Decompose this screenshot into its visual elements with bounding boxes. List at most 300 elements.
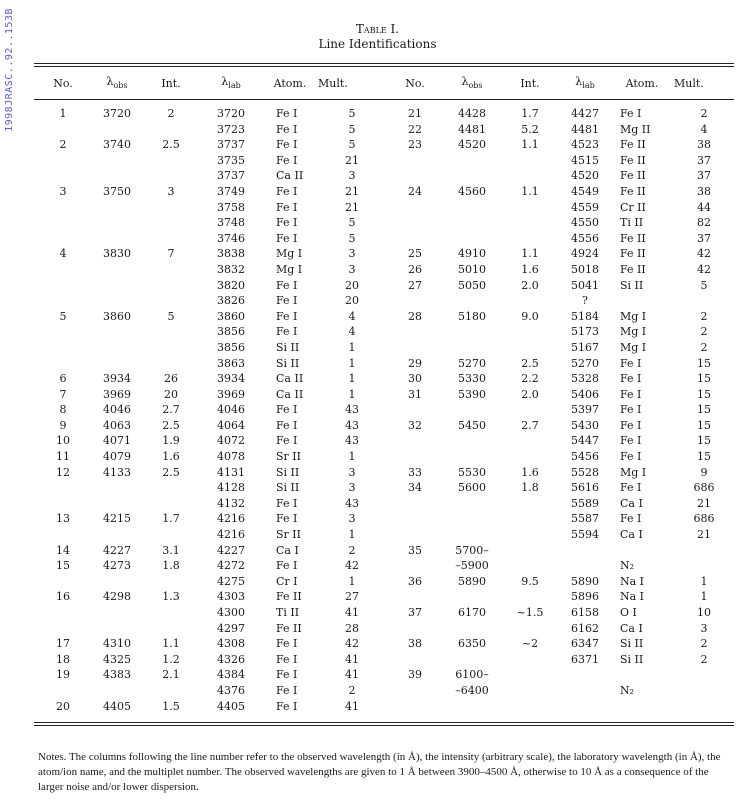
table-cell: 32 xyxy=(408,418,422,432)
table-cell xyxy=(34,527,92,543)
table-cell: 5456 xyxy=(571,450,599,464)
table-row xyxy=(34,278,734,294)
table-cell: 29 xyxy=(408,356,422,370)
table-cell: 1.6 xyxy=(521,465,539,479)
table-cell: 5890 xyxy=(458,574,486,588)
table-cell xyxy=(142,574,200,590)
table-cell: 4 xyxy=(348,325,356,339)
table-cell: Fe I xyxy=(620,372,642,386)
table-cell: Ca I xyxy=(276,543,299,557)
table-cell xyxy=(386,402,444,418)
table-cell: 4560 xyxy=(458,184,486,198)
table-cell: Fe I xyxy=(276,309,298,323)
table-cell: 5589 xyxy=(571,496,599,510)
table-cell: 1.3 xyxy=(162,590,180,604)
line-identifications-table xyxy=(34,72,734,714)
table-cell: 2.1 xyxy=(162,668,180,682)
table-cell: 5700– xyxy=(455,543,489,557)
table-cell xyxy=(500,449,560,465)
table-cell: 3832 xyxy=(217,262,245,276)
table-caption xyxy=(0,22,755,52)
table-cell: Fe I xyxy=(276,418,298,432)
table-cell: 2.5 xyxy=(521,356,539,370)
table-cell: 5184 xyxy=(571,309,599,323)
table-cell: 5600 xyxy=(458,481,486,495)
table-cell: 5 xyxy=(59,309,67,323)
table-cell: 3749 xyxy=(217,184,245,198)
table-cell xyxy=(92,683,142,699)
table-cell: 3720 xyxy=(217,107,245,120)
table-cell: 6350 xyxy=(458,637,486,651)
table-cell: 5616 xyxy=(571,481,599,495)
table-cell: 3758 xyxy=(217,200,245,214)
table-cell: 37 xyxy=(408,606,422,619)
table-cell: 4227 xyxy=(103,543,131,557)
table-cell: 5450 xyxy=(458,418,486,432)
table-cell: 30 xyxy=(408,372,422,386)
table-row xyxy=(34,589,734,605)
table-cell: 15 xyxy=(697,356,711,370)
table-row xyxy=(34,683,734,699)
table-cell: 7 xyxy=(59,387,67,401)
table-cell: 3863 xyxy=(217,356,245,370)
table-cell: Fe I xyxy=(276,496,298,510)
top-rule-2 xyxy=(34,66,734,67)
table-cell xyxy=(444,200,500,216)
table-cell: 37 xyxy=(697,231,711,245)
table-cell: 18 xyxy=(56,652,70,666)
table-cell: 39 xyxy=(408,668,422,682)
table-cell xyxy=(444,231,500,247)
table-cell: 4227 xyxy=(217,543,245,557)
table-cell: Fe II xyxy=(620,169,646,183)
table-cell xyxy=(92,621,142,637)
table-cell: O I xyxy=(620,606,637,619)
table-cell: Fe I xyxy=(276,699,298,713)
table-cell: 4063 xyxy=(103,418,131,432)
table-cell: 2 xyxy=(59,138,67,152)
header-row xyxy=(34,72,734,94)
table-cell xyxy=(92,340,142,356)
table-cell: 3934 xyxy=(217,372,245,386)
table-cell: 4046 xyxy=(217,403,245,417)
table-cell: 4924 xyxy=(571,247,599,261)
table-cell: 41 xyxy=(345,668,359,682)
table-cell: 2 xyxy=(700,325,708,339)
table-cell xyxy=(386,231,444,247)
table-row xyxy=(34,215,734,231)
table-cell: 4273 xyxy=(103,559,131,573)
table-cell: 2.7 xyxy=(521,418,539,432)
table-cell: 3856 xyxy=(217,340,245,354)
table-cell xyxy=(444,324,500,340)
table-cell: Fe I xyxy=(620,450,642,464)
table-cell: 3 xyxy=(348,465,356,479)
table-cell: 21 xyxy=(697,496,711,510)
table-cell xyxy=(444,589,500,605)
table-cell xyxy=(500,324,560,340)
table-row xyxy=(34,511,734,527)
table-cell: 3748 xyxy=(217,216,245,230)
table-cell xyxy=(386,652,444,668)
table-cell: 21 xyxy=(345,184,359,198)
table-cell: Fe I xyxy=(276,683,298,697)
table-cell: Fe II xyxy=(620,184,646,198)
table-cell: Fe II xyxy=(620,247,646,261)
table-cell: 5 xyxy=(700,278,708,292)
table-row xyxy=(34,340,734,356)
table-title: Line Identifications xyxy=(318,37,437,51)
table-cell: 4520 xyxy=(571,169,599,183)
table-cell: 5 xyxy=(167,309,175,323)
table-cell: 4559 xyxy=(571,200,599,214)
table-cell: 5528 xyxy=(571,465,599,479)
table-cell xyxy=(444,496,500,512)
table-cell: 6347 xyxy=(571,637,599,651)
table-row xyxy=(34,168,734,184)
table-cell: 5397 xyxy=(571,403,599,417)
table-row xyxy=(34,543,734,559)
col-llab-header-2: $\lambda_{lab}$ xyxy=(575,75,595,91)
table-cell: 1 xyxy=(348,450,356,464)
table-cell: 21 xyxy=(345,200,359,214)
table-cell xyxy=(34,496,92,512)
table-cell: 2 xyxy=(700,652,708,666)
table-cell xyxy=(500,433,560,449)
table-cell xyxy=(560,558,610,574)
col-mult-header-2: Mult. xyxy=(674,76,704,90)
table-cell: 3934 xyxy=(103,372,131,386)
table-cell: 4300 xyxy=(217,606,245,619)
table-cell: 43 xyxy=(345,403,359,417)
table-cell: 1.1 xyxy=(521,138,539,152)
table-cell: 4550 xyxy=(571,216,599,230)
table-cell xyxy=(142,153,200,169)
table-cell: Fe II xyxy=(620,262,646,276)
table-cell: 2.0 xyxy=(521,278,539,292)
table-cell: 2.5 xyxy=(162,138,180,152)
table-cell: 4523 xyxy=(571,138,599,152)
table-cell: 43 xyxy=(345,418,359,432)
table-cell xyxy=(386,153,444,169)
table-cell: ~1.5 xyxy=(516,606,544,619)
table-cell: 4384 xyxy=(217,668,245,682)
table-cell xyxy=(142,200,200,216)
table-cell: 1 xyxy=(348,356,356,370)
bottom-rule xyxy=(34,722,734,723)
table-cell: 6170 xyxy=(458,606,486,619)
table-cell: 3723 xyxy=(217,122,245,136)
table-cell: 3860 xyxy=(103,309,131,323)
table-row xyxy=(34,418,734,434)
table-cell xyxy=(444,433,500,449)
table-cell: 15 xyxy=(697,403,711,417)
table-cell: 5 xyxy=(348,216,356,230)
table-cell xyxy=(674,293,734,309)
table-row xyxy=(34,652,734,668)
table-cell: 4071 xyxy=(103,434,131,448)
table-cell xyxy=(500,231,560,247)
table-cell xyxy=(142,122,200,138)
table-cell xyxy=(34,356,92,372)
col-atom-header: Atom. xyxy=(273,76,307,90)
table-cell xyxy=(674,667,734,683)
table-row xyxy=(34,667,734,683)
table-cell xyxy=(386,683,444,699)
col-int-header-2: Int. xyxy=(520,76,540,90)
table-cell xyxy=(34,683,92,699)
table-row xyxy=(34,246,734,262)
table-cell: 26 xyxy=(164,372,178,386)
table-cell xyxy=(142,324,200,340)
table-cell: 1.1 xyxy=(521,247,539,261)
table-cell xyxy=(34,122,92,138)
table-cell: 2.5 xyxy=(162,465,180,479)
table-cell: 1 xyxy=(348,372,356,386)
table-cell: –6400 xyxy=(455,683,489,697)
table-cell: 4910 xyxy=(458,247,486,261)
table-cell xyxy=(142,278,200,294)
table-row xyxy=(34,137,734,153)
table-cell: Mg II xyxy=(620,122,651,136)
table-cell xyxy=(674,699,734,715)
table-cell: Si II xyxy=(276,481,300,495)
table-cell: 7 xyxy=(167,247,175,261)
table-cell xyxy=(386,168,444,184)
table-cell xyxy=(142,168,200,184)
table-cell: Cr I xyxy=(276,574,298,588)
table-cell: 5 xyxy=(348,138,356,152)
table-cell: 4376 xyxy=(217,683,245,697)
table-cell: 6371 xyxy=(571,652,599,666)
table-cell: 28 xyxy=(345,621,359,635)
table-cell: 15 xyxy=(697,372,711,386)
table-cell: 1.2 xyxy=(162,652,180,666)
table-cell: 41 xyxy=(345,699,359,713)
table-row xyxy=(34,402,734,418)
table-cell: 5173 xyxy=(571,325,599,339)
table-cell: 34 xyxy=(408,481,422,495)
table-cell: 1.6 xyxy=(521,262,539,276)
table-cell: Fe I xyxy=(620,418,642,432)
table-cell xyxy=(142,496,200,512)
table-cell xyxy=(34,153,92,169)
table-cell xyxy=(92,215,142,231)
table-cell xyxy=(92,527,142,543)
table-cell: 1 xyxy=(700,574,708,588)
table-row xyxy=(34,449,734,465)
table-cell: 35 xyxy=(408,543,422,557)
table-cell xyxy=(142,356,200,372)
table-cell: 2.5 xyxy=(162,418,180,432)
table-cell: 21 xyxy=(697,528,711,542)
table-cell: Fe I xyxy=(620,512,642,526)
table-cell: 5430 xyxy=(571,418,599,432)
table-cell: 27 xyxy=(408,278,422,292)
table-cell xyxy=(560,683,610,699)
table-cell: Cr II xyxy=(620,200,646,214)
bottom-rule-2 xyxy=(34,725,734,726)
table-cell: 3735 xyxy=(217,153,245,167)
table-cell xyxy=(142,231,200,247)
table-cell xyxy=(444,527,500,543)
table-cell xyxy=(560,543,610,559)
table-cell xyxy=(444,293,500,309)
table-cell: 10 xyxy=(56,434,70,448)
table-cell: 5530 xyxy=(458,465,486,479)
table-cell xyxy=(92,480,142,496)
table-row xyxy=(34,231,734,247)
table-cell: 20 xyxy=(345,294,359,308)
col-lobs-header-2: $\lambda_{obs}$ xyxy=(461,75,483,91)
table-cell: 1.8 xyxy=(521,481,539,495)
table-cell: 3750 xyxy=(103,184,131,198)
table-cell: Fe I xyxy=(276,231,298,245)
table-cell: Fe I xyxy=(620,356,642,370)
table-cell: 15 xyxy=(56,559,70,573)
table-cell xyxy=(386,589,444,605)
table-row xyxy=(34,200,734,216)
table-label: Table I. xyxy=(355,22,400,36)
table-cell: Fe II xyxy=(620,153,646,167)
table-cell: 2 xyxy=(348,543,356,557)
table-cell: 5270 xyxy=(458,356,486,370)
table-cell: 1.9 xyxy=(162,434,180,448)
table-cell: Fe I xyxy=(276,325,298,339)
table-cell xyxy=(142,621,200,637)
table-row xyxy=(34,371,734,387)
table-cell: 20 xyxy=(345,278,359,292)
table-cell: 15 xyxy=(697,418,711,432)
table-cell: 5 xyxy=(348,107,356,120)
table-cell: 1 xyxy=(59,107,67,120)
table-cell: 4427 xyxy=(571,107,599,120)
table-cell: 3856 xyxy=(217,325,245,339)
table-cell: 38 xyxy=(697,184,711,198)
table-cell xyxy=(444,402,500,418)
table-cell: 4298 xyxy=(103,590,131,604)
table-cell: 4308 xyxy=(217,637,245,651)
table-cell: 4046 xyxy=(103,403,131,417)
table-cell: Fe I xyxy=(276,637,298,651)
table-cell xyxy=(500,293,560,309)
col-int-header: Int. xyxy=(161,76,181,90)
table-cell xyxy=(34,340,92,356)
table-row xyxy=(34,605,734,621)
table-cell xyxy=(386,293,444,309)
table-cell: Ca I xyxy=(620,621,643,635)
table-cell: 4520 xyxy=(458,138,486,152)
table-row xyxy=(34,496,734,512)
table-cell: 5270 xyxy=(571,356,599,370)
table-cell xyxy=(34,293,92,309)
table-cell: Si II xyxy=(620,637,644,651)
table-cell: Sr II xyxy=(276,528,301,542)
table-cell: Na I xyxy=(620,590,645,604)
col-lobs-header: $\lambda_{obs}$ xyxy=(106,75,128,91)
table-cell: Ca II xyxy=(276,169,304,183)
table-cell: 33 xyxy=(408,465,422,479)
table-cell xyxy=(34,231,92,247)
table-cell xyxy=(92,293,142,309)
table-cell: 4310 xyxy=(103,637,131,651)
table-cell: 37 xyxy=(697,153,711,167)
table-cell: 4 xyxy=(348,309,356,323)
table-cell: 5330 xyxy=(458,372,486,386)
table-cell xyxy=(444,215,500,231)
table-cell: Fe II xyxy=(276,590,302,604)
table-cell: 4 xyxy=(700,122,708,136)
table-cell: 4272 xyxy=(217,559,245,573)
table-cell: 44 xyxy=(697,200,711,214)
table-cell: 1 xyxy=(348,528,356,542)
table-cell: 38 xyxy=(408,637,422,651)
table-cell xyxy=(34,324,92,340)
table-cell: 10 xyxy=(697,606,711,619)
table-cell: 4216 xyxy=(217,528,245,542)
table-cell: 4133 xyxy=(103,465,131,479)
table-cell: 5328 xyxy=(571,372,599,386)
bibcode-stamp: 1998JRASC..92..153B xyxy=(4,8,15,132)
table-cell xyxy=(674,558,734,574)
table-cell: 4405 xyxy=(217,699,245,713)
table-cell: 4 xyxy=(59,247,67,261)
table-cell: Fe I xyxy=(620,107,642,120)
table-cell: 9 xyxy=(59,418,67,432)
table-cell: 21 xyxy=(345,153,359,167)
col-mult-header: Mult. xyxy=(318,76,348,90)
table-row xyxy=(34,636,734,652)
table-cell: 14 xyxy=(56,543,70,557)
table-cell xyxy=(560,699,610,715)
table-cell: 2.7 xyxy=(162,403,180,417)
table-cell xyxy=(142,605,200,621)
table-cell: 19 xyxy=(56,668,70,682)
table-cell: 4079 xyxy=(103,450,131,464)
table-cell xyxy=(444,340,500,356)
table-cell: 3 xyxy=(348,169,356,183)
table-cell xyxy=(386,340,444,356)
table-cell xyxy=(92,122,142,138)
table-cell xyxy=(92,278,142,294)
table-cell: 5010 xyxy=(458,262,486,276)
table-cell xyxy=(444,449,500,465)
table-cell: 4215 xyxy=(103,512,131,526)
table-row xyxy=(34,106,734,122)
table-cell: 42 xyxy=(697,262,711,276)
table-cell: 9.0 xyxy=(521,309,539,323)
table-row xyxy=(34,433,734,449)
table-cell: Fe I xyxy=(276,294,298,308)
table-cell xyxy=(386,449,444,465)
table-cell: 5050 xyxy=(458,278,486,292)
table-cell: Fe II xyxy=(620,138,646,152)
table-row xyxy=(34,699,734,715)
table-cell: 5.2 xyxy=(521,122,539,136)
table-row xyxy=(34,122,734,138)
table-cell: ? xyxy=(582,294,588,308)
table-cell: 1 xyxy=(348,387,356,401)
table-cell xyxy=(500,200,560,216)
table-cell xyxy=(92,168,142,184)
table-cell: 3 xyxy=(348,247,356,261)
table-cell: Fe I xyxy=(620,481,642,495)
table-cell: Fe I xyxy=(276,153,298,167)
table-cell xyxy=(444,511,500,527)
table-cell: 4303 xyxy=(217,590,245,604)
table-row xyxy=(34,324,734,340)
table-cell: 31 xyxy=(408,387,422,401)
